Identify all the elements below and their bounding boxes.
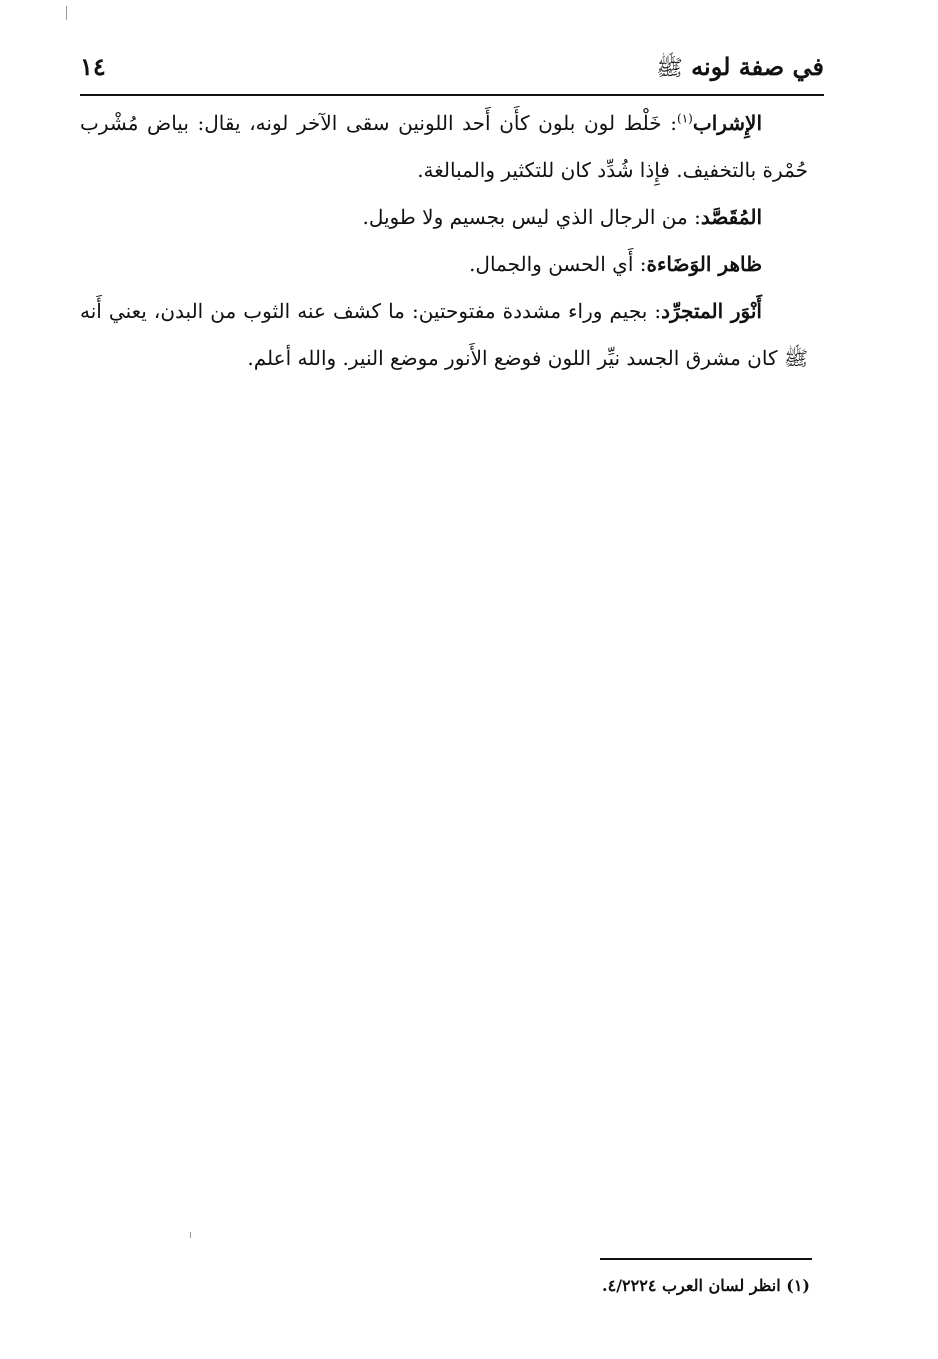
footnote-divider <box>600 1258 812 1260</box>
definition-wadaah: : أَي الحسن والجمال. <box>469 252 647 276</box>
running-title-text: في صفة لونه <box>691 52 824 81</box>
page-header <box>80 44 824 94</box>
definition-ishrab: : خَلْط لون بلون كأَن أَحد اللونين سقى الآخر لونه، يقال: بياض مُشْرب حُمْرة بالتخفيف. فإِذا شُدِّد كان للتكثير والمبالغة. <box>80 111 808 182</box>
definition-anwar-part2: كان مشرق الجسد نيِّر اللون فوضع الأَنور موضع النير. والله أعلم. <box>247 346 778 370</box>
page-number: ١٤ <box>80 52 106 81</box>
margin-mark <box>190 1232 191 1238</box>
paragraph-muqassad <box>80 194 808 241</box>
term-ishrab: الإِشراب <box>692 111 762 135</box>
paragraph-anwar <box>80 288 808 382</box>
seal-glyph: ﷺ <box>656 56 683 81</box>
margin-mark <box>66 6 67 20</box>
term-muqassad: المُقَصَّد <box>700 205 762 229</box>
seal-glyph-inline: ﷺ <box>783 346 808 370</box>
footnote-ref: (١) <box>677 111 693 126</box>
term-anwar: أَنْوَر المتجرِّد <box>661 299 762 323</box>
footnote-text: (١) انظر لسان العرب ٤/٢٢٢٤. <box>602 1276 810 1295</box>
running-title <box>656 52 824 86</box>
term-wadaah: ظاهر الوَضَاءة <box>646 252 762 276</box>
main-text <box>80 100 808 382</box>
paragraph-ishrab <box>80 100 808 194</box>
paragraph-wadaah <box>80 241 808 288</box>
definition-anwar-part1: : بجيم وراء مشددة مفتوحتين: ما كشف عنه الثوب من البدن، يعني أَنه <box>80 299 662 323</box>
header-divider <box>80 94 824 96</box>
definition-muqassad: : من الرجال الذي ليس بجسيم ولا طويل. <box>362 205 701 229</box>
